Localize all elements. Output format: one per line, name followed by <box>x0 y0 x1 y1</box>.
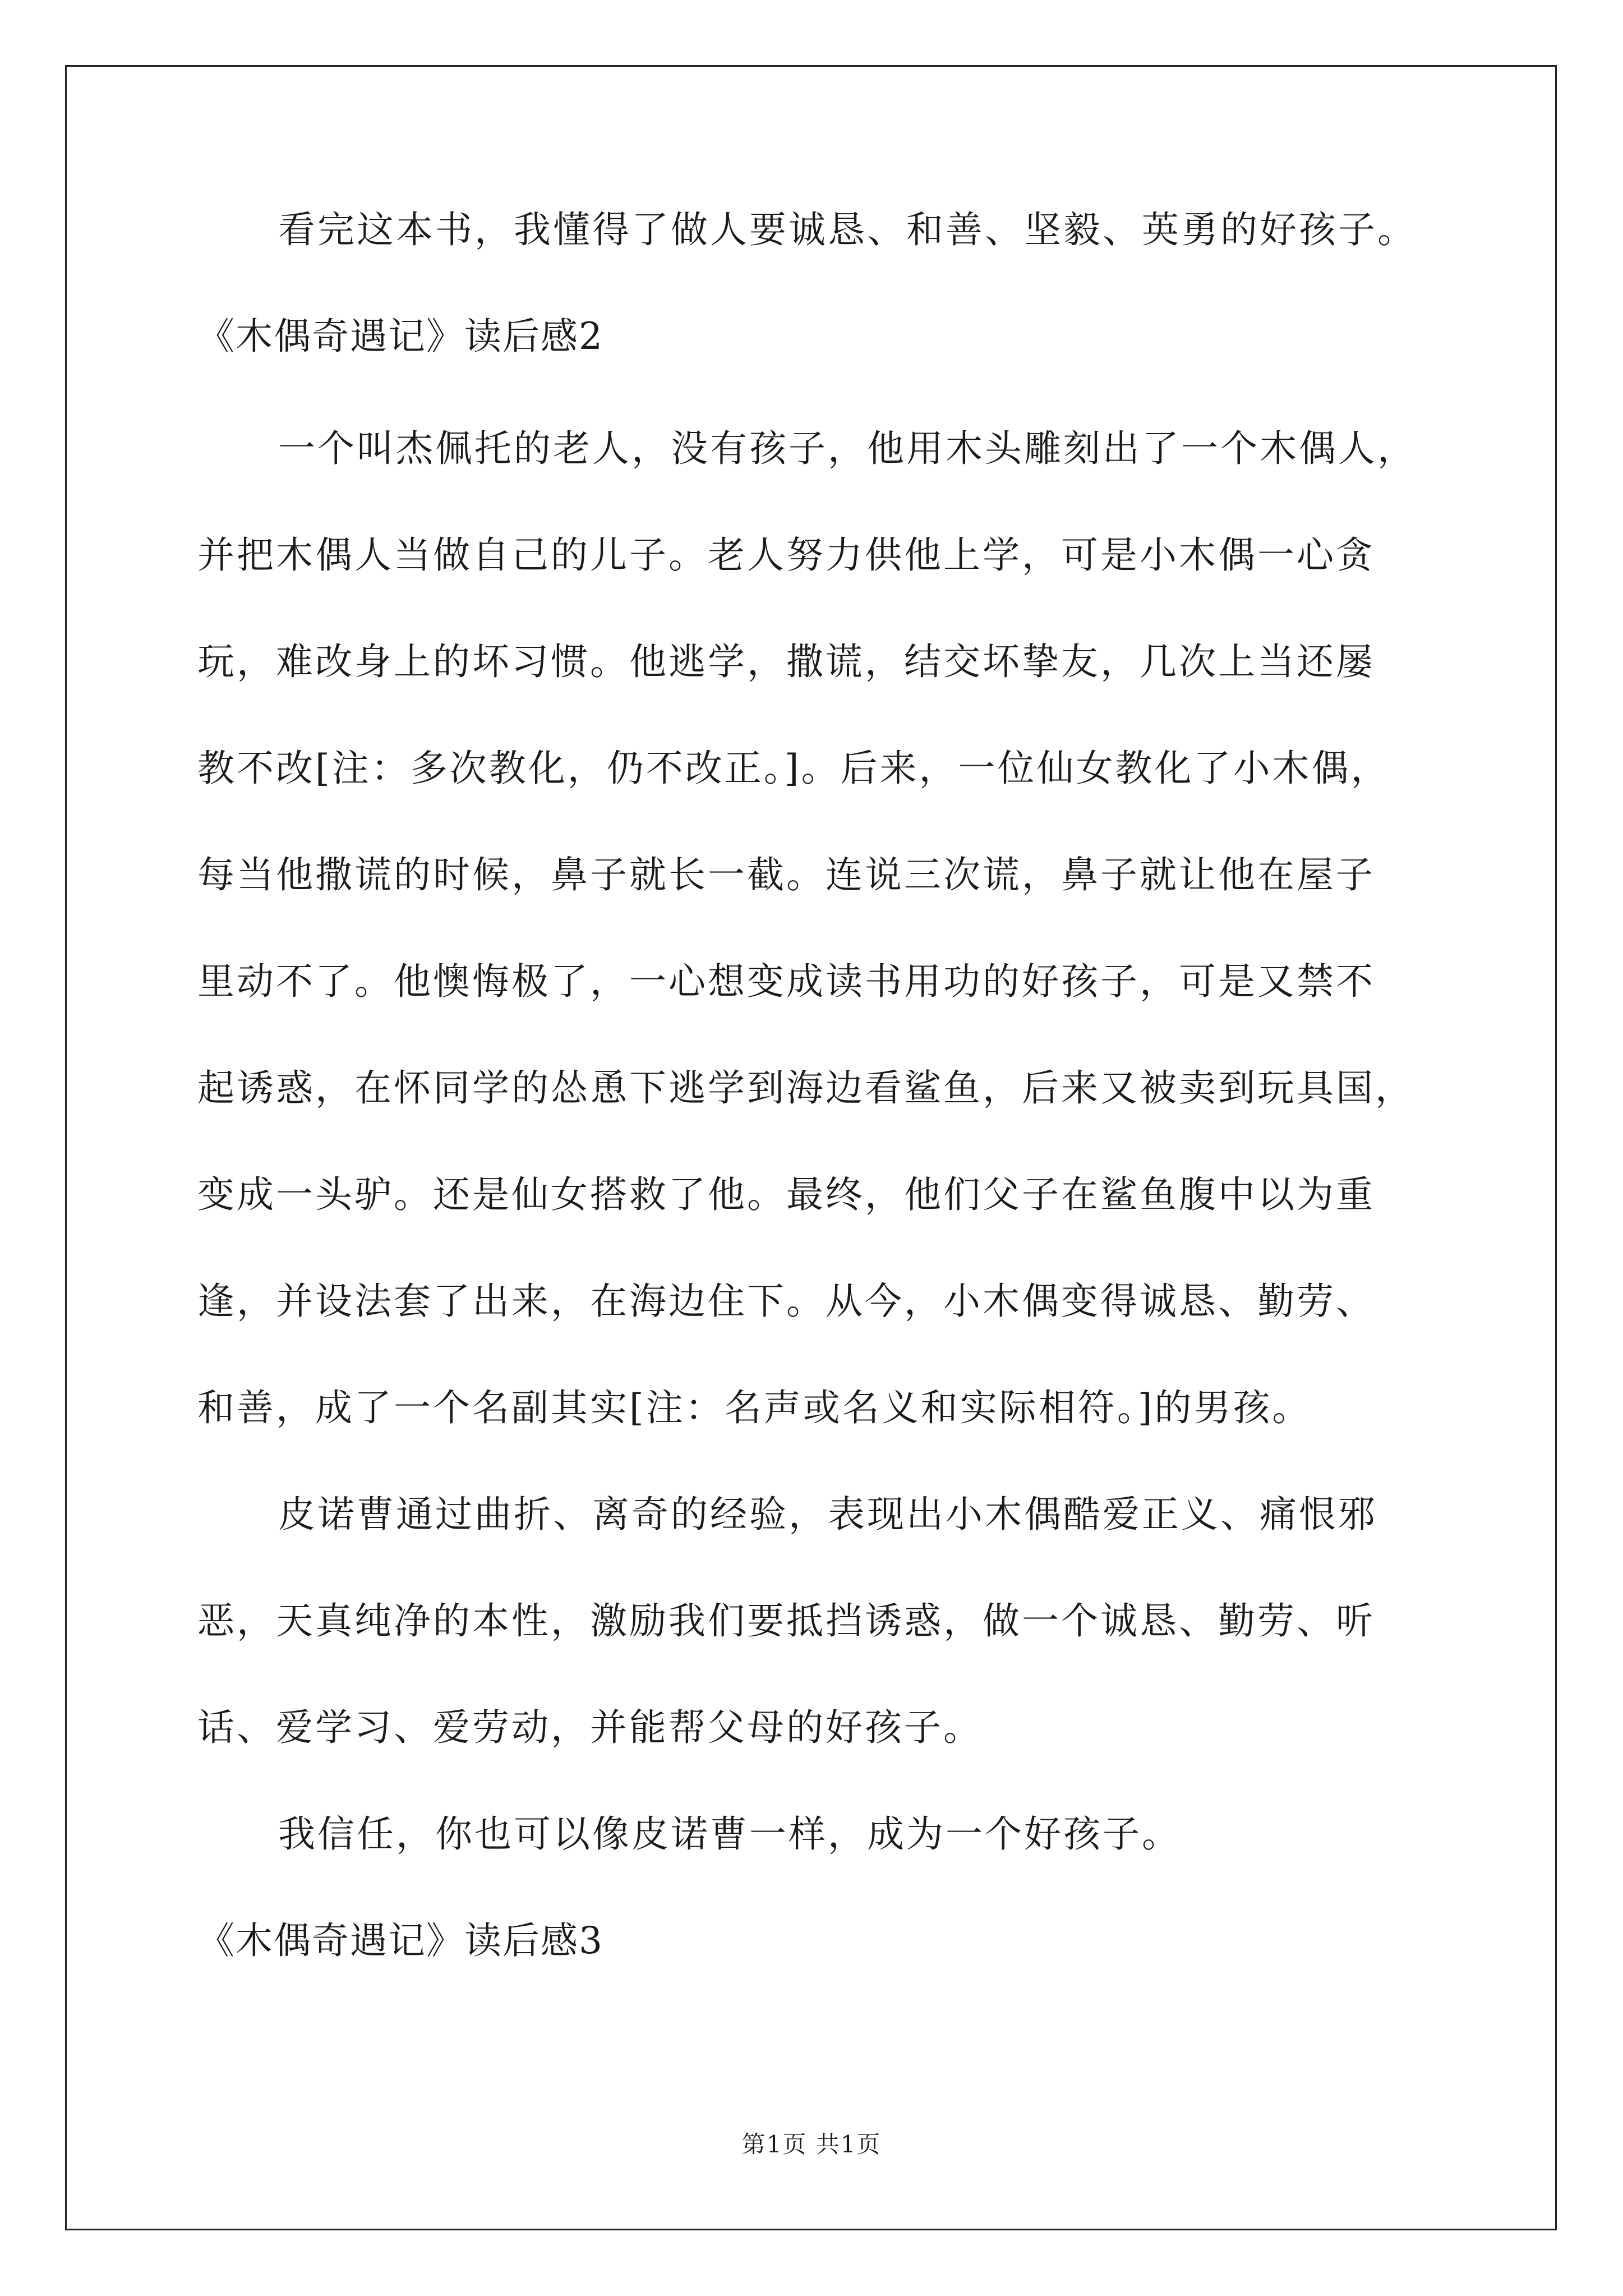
paragraph-line: 一个叫杰佩托的老人，没有孩子，他用木头雕刻出了一个木偶人， <box>278 427 1417 470</box>
section-heading: 《木偶奇遇记》读后感3 <box>197 1919 603 1962</box>
section-heading: 《木偶奇遇记》读后感2 <box>197 315 603 358</box>
paragraph-line: 起诱惑，在怀同学的怂恿下逃学到海边看鲨鱼，后来又被卖到玩具国， <box>197 1066 1414 1110</box>
paragraph-line: 皮诺曹通过曲折、离奇的经验，表现出小木偶酷爱正义、痛恨邪 <box>278 1493 1377 1536</box>
page-border <box>65 65 1557 2230</box>
paragraph-line: 我信任，你也可以像皮诺曹一样，成为一个好孩子。 <box>278 1812 1181 1856</box>
paragraph-line: 看完这本书，我懂得了做人要诚恳、和善、坚毅、英勇的好孩子。 <box>278 208 1417 251</box>
paragraph-line: 变成一头驴。还是仙女搭救了他。最终，他们父子在鲨鱼腹中以为重 <box>197 1173 1375 1216</box>
paragraph-line: 和善，成了一个名副其实[注：名声或名义和实际相符。]的男孩。 <box>197 1386 1312 1429</box>
paragraph-line: 恶，天真纯净的本性，激励我们要抵挡诱惑，做一个诚恳、勤劳、听 <box>197 1599 1375 1642</box>
paragraph-line: 玩，难改身上的坏习惯。他逃学，撒谎，结交坏挚友，几次上当还屡 <box>197 640 1375 683</box>
paragraph-line: 教不改[注：多次教化，仍不改正。]。后来，一位仙女教化了小木偶， <box>197 747 1390 790</box>
paragraph-line: 每当他撒谎的时候，鼻子就长一截。连说三次谎，鼻子就让他在屋子 <box>197 853 1375 896</box>
paragraph-line: 话、爱学习、爱劳动，并能帮父母的好孩子。 <box>197 1706 983 1749</box>
paragraph-line: 逢，并设法套了出来，在海边住下。从今，小木偶变得诚恳、勤劳、 <box>197 1280 1375 1323</box>
paragraph-line: 并把木偶人当做自己的儿子。老人努力供他上学，可是小木偶一心贪 <box>197 533 1375 577</box>
page-number: 第1页 共1页 <box>741 2131 882 2158</box>
paragraph-line: 里动不了。他懊悔极了，一心想变成读书用功的好孩子，可是又禁不 <box>197 960 1375 1003</box>
